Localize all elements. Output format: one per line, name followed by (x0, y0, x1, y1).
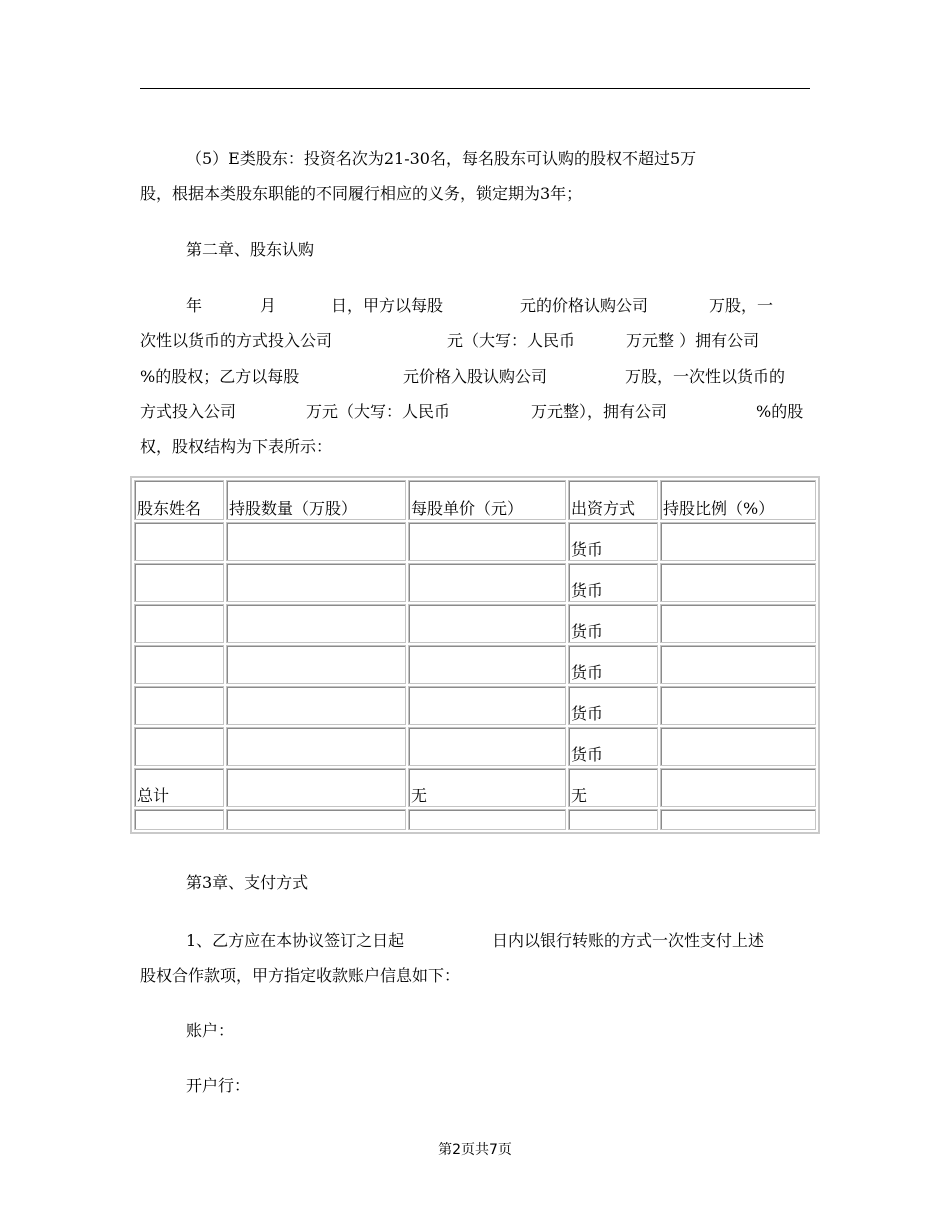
table-header-cell: 出资方式 (568, 480, 658, 520)
subscription-l5-a: 权，股权结构为下表所示： (140, 437, 333, 456)
subscription-l2-a: 次性以货币的方式投入公司 (140, 331, 333, 350)
account-label: 账户： (186, 1021, 235, 1040)
table-cell (568, 809, 658, 830)
table-cell (660, 604, 816, 643)
table-cell (408, 604, 566, 643)
page-number: 第2页共7页 (438, 1142, 512, 1158)
table-cell (226, 768, 406, 807)
table-cell: 无 (568, 768, 658, 807)
table-cell (134, 604, 224, 643)
subscription-l4-b: 万元（大写：人民币 (306, 402, 451, 421)
table-cell (226, 809, 406, 830)
table-cell: 货币 (568, 645, 658, 684)
table-cell (408, 563, 566, 602)
subscription-l4-c: 万元整），拥有公司 (531, 402, 668, 421)
table-cell: 货币 (568, 563, 658, 602)
table-cell (226, 645, 406, 684)
table-cell (134, 563, 224, 602)
bank-label: 开户行： (186, 1076, 251, 1095)
table-cell (226, 563, 406, 602)
table-cell (226, 727, 406, 766)
payment-line1-b: 日内以银行转账的方式一次性支付上述 (492, 931, 765, 950)
table-cell (134, 809, 224, 830)
chapter2-title: 第二章、股东认购 (186, 240, 315, 259)
table-cell (408, 686, 566, 725)
table-cell (134, 727, 224, 766)
subscription-l1-b: 月 (260, 296, 277, 315)
table-cell (660, 645, 816, 684)
table-total-label: 总计 (134, 768, 224, 807)
table-cell: 货币 (568, 604, 658, 643)
table-cell: 货币 (568, 522, 658, 561)
table-cell (660, 686, 816, 725)
table-cell (226, 604, 406, 643)
table-cell (408, 809, 566, 830)
subscription-l2-c: 万元整 ）拥有公司 (626, 331, 760, 350)
subscription-l1-c: 日，甲方以每股 (331, 296, 444, 315)
clause5-line2: 股，根据本类股东职能的不同履行相应的义务，锁定期为3年； (140, 184, 583, 203)
table-cell (408, 727, 566, 766)
shareholding-table (130, 476, 820, 834)
table-header-cell: 股东姓名 (134, 480, 224, 520)
subscription-l3-c: 万股，一次性以货币的 (625, 367, 786, 386)
subscription-l3-a: %的股权；乙方以每股 (140, 367, 300, 386)
payment-line2: 股权合作款项，甲方指定收款账户信息如下： (140, 966, 461, 985)
table-header-cell: 持股比例（%） (660, 480, 816, 520)
table-cell (134, 645, 224, 684)
table-cell (226, 522, 406, 561)
subscription-l2-b: 元（大写：人民币 (447, 331, 576, 350)
header-rule (140, 88, 810, 89)
table-cell: 货币 (568, 727, 658, 766)
subscription-l1-e: 万股，一 (709, 296, 774, 315)
table-cell: 货币 (568, 686, 658, 725)
table-cell (134, 686, 224, 725)
subscription-l1-d: 元的价格认购公司 (520, 296, 649, 315)
table-header-cell: 每股单价（元） (408, 480, 566, 520)
table-cell (134, 522, 224, 561)
table-cell (408, 522, 566, 561)
table-cell (660, 522, 816, 561)
subscription-l1-a: 年 (186, 296, 203, 315)
table-cell: 无 (408, 768, 566, 807)
table-cell (660, 563, 816, 602)
table-header-cell: 持股数量（万股） (226, 480, 406, 520)
subscription-l3-b: 元价格入股认购公司 (403, 367, 548, 386)
chapter3-title: 第3章、支付方式 (186, 873, 309, 892)
payment-line1-a: 1、乙方应在本协议签订之日起 (186, 931, 405, 950)
table-cell (226, 686, 406, 725)
table-cell (660, 768, 816, 807)
table-cell (660, 727, 816, 766)
table-cell (408, 645, 566, 684)
subscription-l4-a: 方式投入公司 (140, 402, 237, 421)
table-cell (660, 809, 816, 830)
clause5-line1: （5）E类股东：投资名次为21-30名，每名股东可认购的股权不超过5万 (186, 149, 697, 168)
subscription-l4-d: %的股 (756, 402, 804, 421)
